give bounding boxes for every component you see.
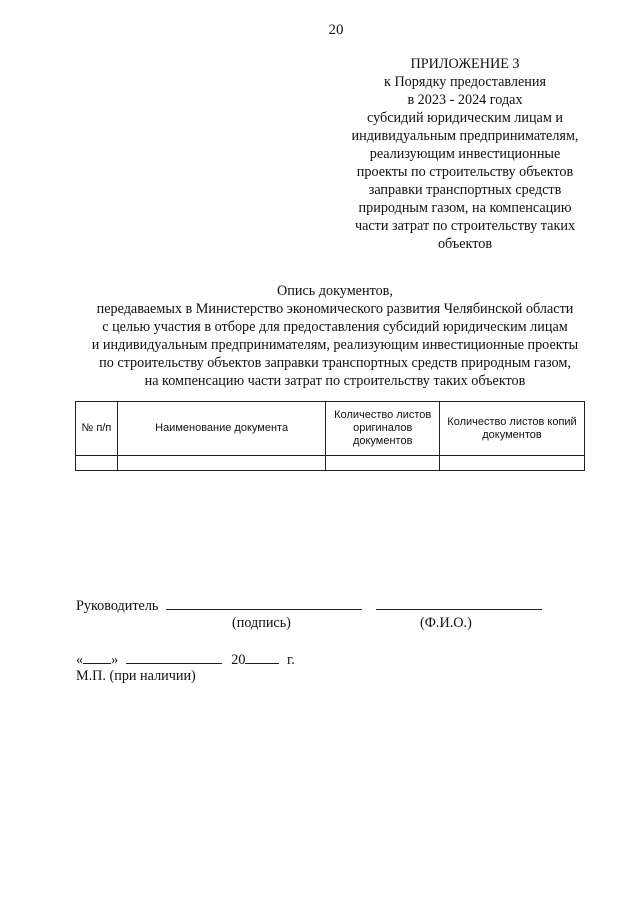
date-close-quote: » — [111, 652, 119, 668]
appendix-line: субсидий юридическим лицам и — [367, 110, 563, 126]
appendix-block — [320, 55, 610, 253]
table-cell[interactable] — [326, 456, 440, 471]
inventory-line: с целью участия в отборе для предоставления субсидий юридическим лицам — [102, 319, 568, 335]
inventory-title: Опись документов, — [277, 283, 393, 299]
table-header-row — [76, 402, 585, 456]
inventory-line: на компенсацию части затрат по строительству таких объектов — [144, 373, 526, 389]
stamp-label: М.П. (при наличии) — [76, 668, 196, 684]
header-copy-sheets: Количество листов копий документов — [439, 402, 584, 456]
year-prefix: 20 — [231, 652, 246, 668]
documents-table — [75, 401, 585, 471]
inventory-line: и индивидуальным предпринимателям, реализующим инвестиционные проекты — [91, 337, 579, 353]
signature-caption: (подпись) — [232, 615, 291, 631]
appendix-line: индивидуальным предпринимателям, — [351, 128, 579, 144]
inventory-line: по строительству объектов заправки транспортных средств природным газом, — [99, 355, 571, 371]
appendix-line: объектов — [437, 236, 493, 252]
header-number: № п/п — [76, 402, 118, 456]
day-field[interactable] — [83, 650, 111, 664]
appendix-line: проекты по строительству объектов — [356, 164, 574, 180]
appendix-title: ПРИЛОЖЕНИЕ 3 — [410, 56, 520, 72]
name-caption: (Ф.И.О.) — [420, 615, 472, 631]
signature-field[interactable] — [166, 596, 362, 610]
year-field[interactable] — [245, 650, 279, 664]
header-original-sheets: Количество листов оригиналов документов — [326, 402, 440, 456]
date-open-quote: « — [76, 652, 84, 668]
appendix-line: к Порядку предоставления — [384, 74, 546, 90]
header-document-name: Наименование документа — [117, 402, 326, 456]
appendix-line: части затрат по строительству таких — [354, 218, 576, 234]
head-label: Руководитель — [76, 598, 159, 614]
appendix-line: реализующим инвестиционные — [369, 146, 561, 162]
table-cell[interactable] — [439, 456, 584, 471]
appendix-line: заправки транспортных средств — [368, 182, 562, 198]
page-number: 20 — [328, 22, 344, 38]
name-field[interactable] — [376, 596, 542, 610]
appendix-line: в 2023 - 2024 годах — [407, 92, 523, 108]
month-field[interactable] — [126, 650, 222, 664]
table-cell[interactable] — [76, 456, 118, 471]
table-cell[interactable] — [117, 456, 326, 471]
year-suffix: г. — [287, 652, 295, 668]
appendix-line: природным газом, на компенсацию — [358, 200, 572, 216]
inventory-line: передаваемых в Министерство экономического развития Челябинской области — [96, 301, 574, 317]
table-row — [76, 456, 585, 471]
inventory-heading — [40, 282, 630, 390]
head-signature-line — [76, 596, 542, 615]
